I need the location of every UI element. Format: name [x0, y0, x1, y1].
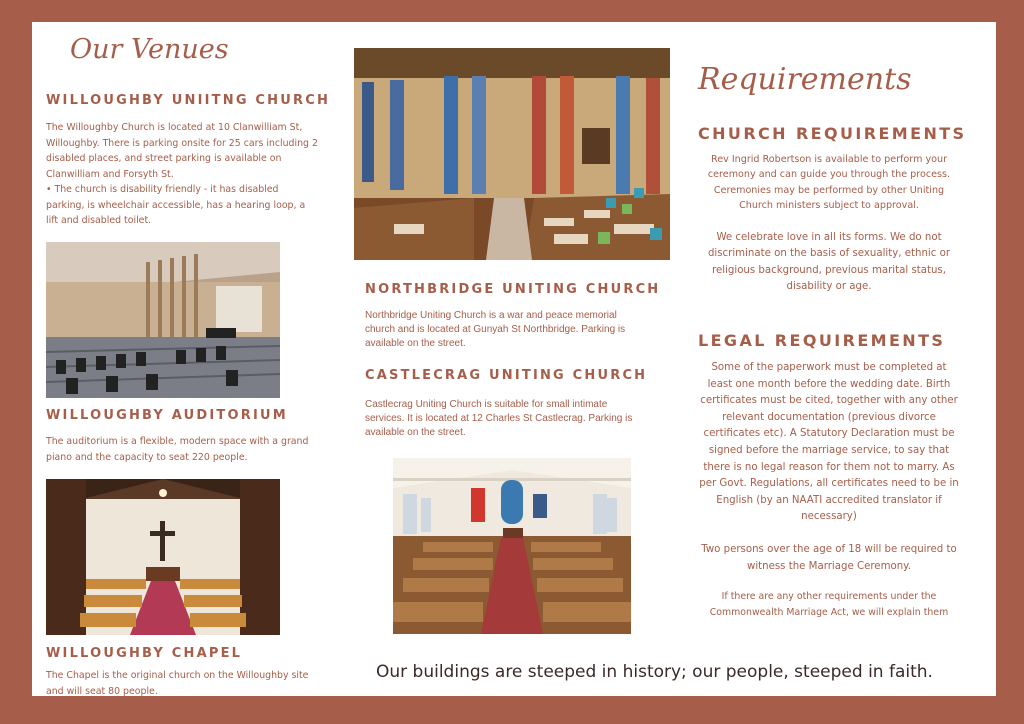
willoughby-church-bullet: • The church is disability friendly - it has disabled parking, is wheelchair accessible, has a hearing loop, a lift and disabled toilet.	[46, 184, 306, 226]
willoughby-church-paragraph: The Willoughby Church is located at 10 Clanwilliam St, Willoughby. There is parking onsite for 25 cars including 2 disabled places, and street parking is available on Clanwilliam and Forsyth St.	[46, 122, 318, 180]
church-requirements-heading: CHURCH REQUIREMENTS	[698, 124, 967, 143]
willoughby-church-text	[46, 120, 318, 229]
legal-requirements-paragraph-2: Two persons over the age of 18 will be required to witness the Marriage Ceremony.	[701, 543, 957, 572]
auditorium-heading: WILLOUGHBY AUDITORIUM	[46, 408, 288, 423]
castlecrag-photo	[393, 458, 631, 634]
northbridge-heading: NORTHBRIDGE UNITING CHURCH	[365, 282, 661, 297]
venues-title: Our Venues	[70, 34, 229, 65]
chapel-heading: WILLOUGHBY CHAPEL	[46, 646, 243, 661]
brochure-page	[32, 22, 996, 696]
castlecrag-heading: CASTLECRAG UNITING CHURCH	[365, 368, 648, 383]
chapel-photo	[46, 479, 280, 635]
legal-requirements-paragraph-3: If there are any other requirements under the Commonwealth Marriage Act, we will explain them	[709, 591, 949, 618]
auditorium-photo	[46, 242, 280, 398]
church-requirements-paragraph-1: Rev Ingrid Robertson is available to perform your ceremony and can guide you through the process. Ceremonies may be performed by other Uniting Church ministers subject to approval.	[707, 154, 951, 212]
chapel-text: The Chapel is the original church on the Willoughby site and will seat 80 people.	[46, 670, 309, 696]
northbridge-photo	[354, 48, 670, 260]
legal-requirements-text	[698, 360, 960, 620]
requirements-title: Requirements	[698, 62, 912, 97]
auditorium-text: The auditorium is a flexible, modern space with a grand piano and the capacity to seat 220 people.	[46, 436, 309, 463]
legal-requirements-heading: LEGAL REQUIREMENTS	[698, 331, 946, 350]
willoughby-church-heading: WILLOUGHBY UNIITNG CHURCH	[46, 93, 331, 108]
castlecrag-text: Castlecrag Uniting Church is suitable for small intimate services. It is located at 12 Charles St Castlecrag. Parking is available on the street.	[365, 399, 633, 438]
church-requirements-text	[698, 152, 960, 296]
church-requirements-paragraph-2: We celebrate love in all its forms. We do not discriminate on the basis of sexuality, ethnic or religious background, previous marital status, disability or age.	[707, 231, 951, 293]
tagline: Our buildings are steeped in history; our people, steeped in faith.	[376, 662, 933, 682]
legal-requirements-paragraph-1: Some of the paperwork must be completed at least one month before the wedding date. Birth certificates must be cited, together with any other relevant documentation (previous divorce certificates etc). A Statutory Declaration must be signed before the marriage service, to say that there is no legal reason for them not to marry. As per Govt. Regulations, all certificates need to be in English (by an NAATI accredited translator if necessary)	[699, 362, 959, 523]
northbridge-text: Northbridge Uniting Church is a war and peace memorial church and is located at Gunyah St Northbridge. Parking is available on the street.	[365, 310, 626, 349]
